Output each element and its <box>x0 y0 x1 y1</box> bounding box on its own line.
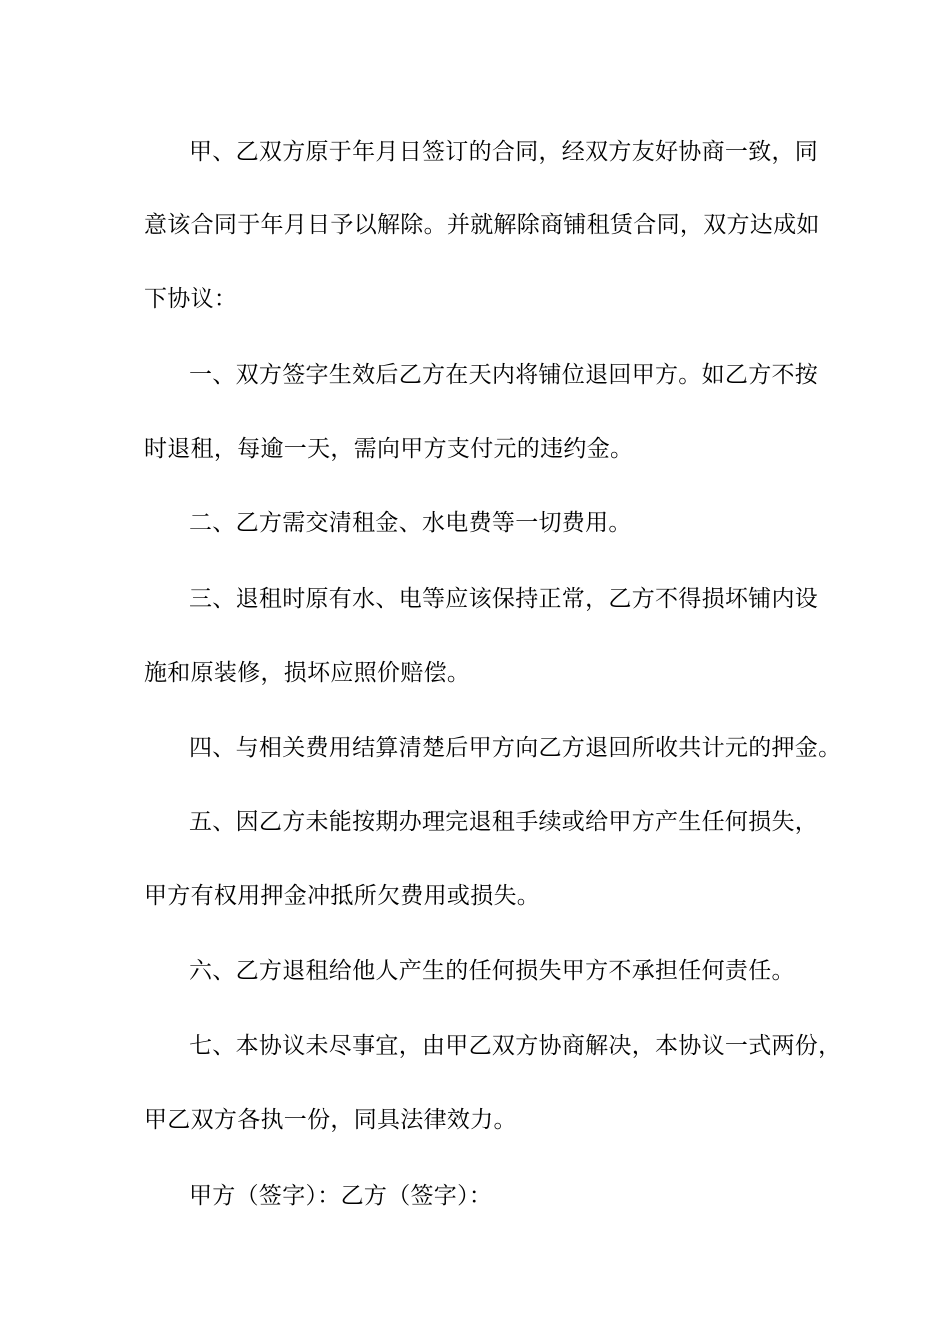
clause-1-line-2: 时退租，每逾一天，需向甲方支付元的违约金。 <box>144 436 634 462</box>
clause-1-line-1: 一、双方签字生效后乙方在天内将铺位退回甲方。如乙方不按 <box>189 362 819 388</box>
paragraph-intro-line-2: 意该合同于年月日予以解除。并就解除商铺租赁合同，双方达成如 <box>144 212 820 238</box>
clause-5-line-1: 五、因乙方未能按期办理完退租手续或给甲方产生任何损失， <box>189 809 819 835</box>
paragraph-intro-line-3: 下协议： <box>144 286 238 312</box>
clause-2-line-1: 二、乙方需交清租金、水电费等一切费用。 <box>189 510 632 536</box>
clause-3-line-1: 三、退租时原有水、电等应该保持正常，乙方不得损坏铺内设 <box>189 586 819 612</box>
clause-7-line-2: 甲乙双方各执一份，同具法律效力。 <box>144 1107 517 1133</box>
paragraph-intro-line-1: 甲、乙双方原于年月日签订的合同，经双方友好协商一致，同 <box>189 139 819 165</box>
clause-3-line-2: 施和原装修，损坏应照价赔偿。 <box>144 660 471 686</box>
clause-4-line-1: 四、与相关费用结算清楚后甲方向乙方退回所收共计元的押金。 <box>189 735 842 761</box>
clause-6-line-1: 六、乙方退租给他人产生的任何损失甲方不承担任何责任。 <box>189 958 795 984</box>
clause-5-line-2: 甲方有权用押金冲抵所欠费用或损失。 <box>144 883 541 909</box>
clause-7-line-1: 七、本协议未尽事宜，由甲乙双方协商解决，本协议一式两份， <box>189 1033 842 1059</box>
signature-line: 甲方（签字）：乙方（签字）： <box>189 1183 493 1209</box>
